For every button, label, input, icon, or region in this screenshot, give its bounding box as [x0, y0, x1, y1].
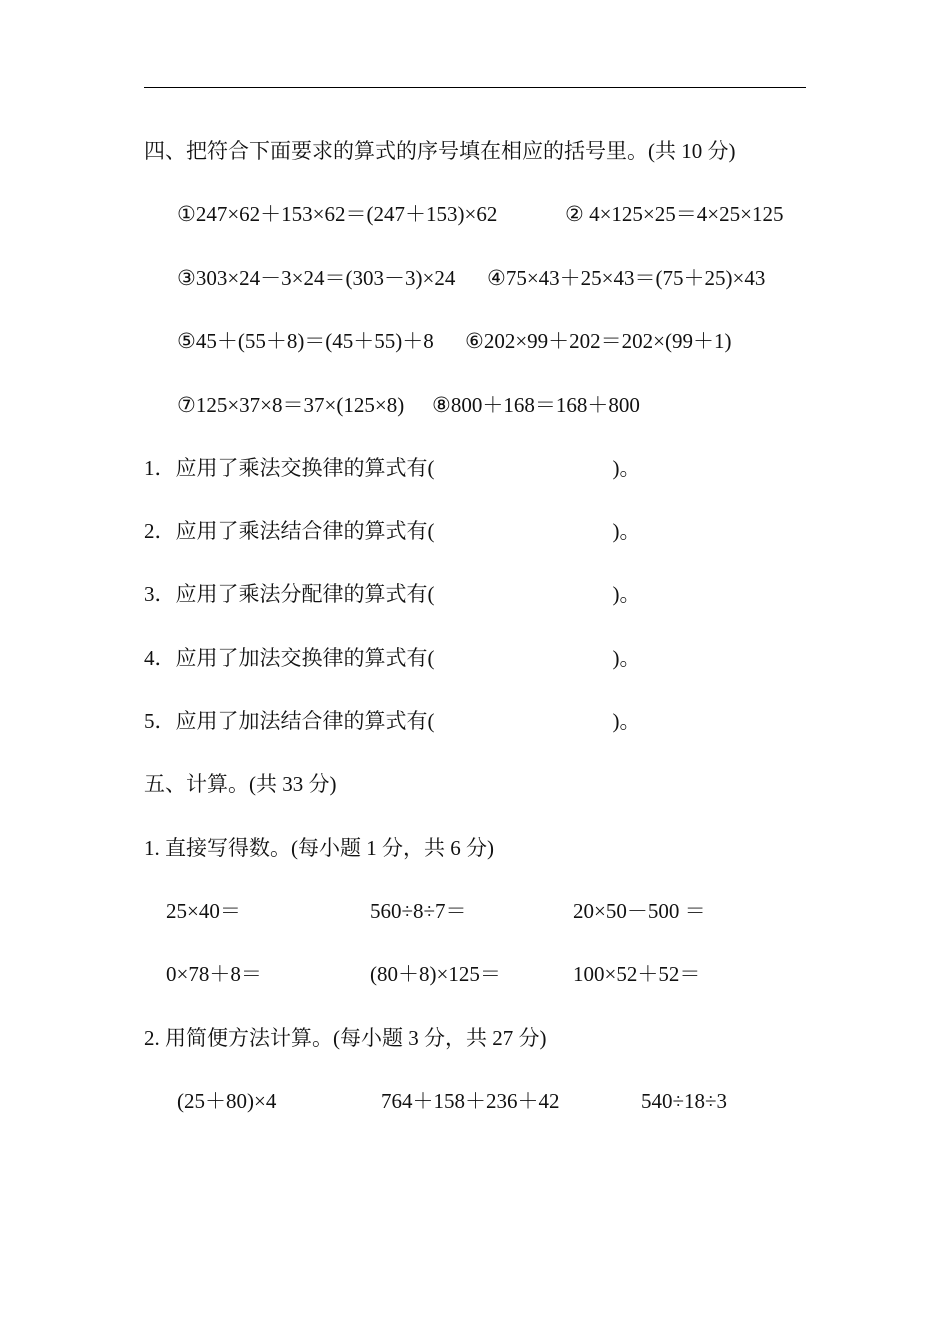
formula-2: ② 4×125×25＝4×25×125	[565, 202, 784, 226]
formula-3: ③303×24－3×24＝(303－3)×24	[177, 266, 456, 290]
section-5-title: 五、计算。(共 33 分)	[144, 772, 337, 796]
question-4-suffix: )。	[612, 646, 641, 670]
question-2-suffix: )。	[612, 519, 641, 543]
formula-4: ④75×43＋25×43＝(75＋25)×43	[487, 266, 766, 290]
question-2-prefix: 2．应用了乘法结合律的算式有(	[144, 519, 435, 543]
question-1	[144, 454, 641, 482]
simplify-item-2: 764＋158＋236＋42	[381, 1089, 560, 1113]
oral-calc-item-3: 20×50－500 ＝	[573, 899, 706, 923]
part-2-title: 2. 用简便方法计算。(每小题 3 分，共 27 分)	[144, 1026, 547, 1050]
part-1-title: 1. 直接写得数。(每小题 1 分，共 6 分)	[144, 836, 494, 860]
formula-6: ⑥202×99＋202＝202×(99＋1)	[465, 329, 732, 353]
oral-calc-item-5: (80＋8)×125＝	[370, 962, 501, 986]
question-3-prefix: 3．应用了乘法分配律的算式有(	[144, 582, 435, 606]
section-4-title: 四、把符合下面要求的算式的序号填在相应的括号里。(共 10 分)	[144, 139, 736, 163]
question-4	[144, 644, 641, 672]
oral-calc-item-4: 0×78＋8＝	[166, 962, 262, 986]
question-1-prefix: 1．应用了乘法交换律的算式有(	[144, 456, 435, 480]
question-5	[144, 707, 641, 735]
oral-calc-item-1: 25×40＝	[166, 899, 241, 923]
simplify-item-3: 540÷18÷3	[641, 1089, 728, 1113]
question-5-prefix: 5．应用了加法结合律的算式有(	[144, 709, 435, 733]
oral-calc-item-6: 100×52＋52＝	[573, 962, 701, 986]
formula-8: ⑧800＋168＝168＋800	[432, 393, 640, 417]
formula-5: ⑤45＋(55＋8)＝(45＋55)＋8	[177, 329, 434, 353]
question-2	[144, 517, 641, 545]
question-3-suffix: )。	[612, 582, 641, 606]
question-4-prefix: 4．应用了加法交换律的算式有(	[144, 646, 435, 670]
question-5-suffix: )。	[612, 709, 641, 733]
header-rule	[144, 87, 806, 88]
formula-1: ①247×62＋153×62＝(247＋153)×62	[177, 202, 498, 226]
simplify-item-1: (25＋80)×4	[177, 1089, 277, 1113]
formula-7: ⑦125×37×8＝37×(125×8)	[177, 393, 405, 417]
question-1-suffix: )。	[612, 456, 641, 480]
oral-calc-item-2: 560÷8÷7＝	[370, 899, 467, 923]
question-3	[144, 580, 641, 608]
